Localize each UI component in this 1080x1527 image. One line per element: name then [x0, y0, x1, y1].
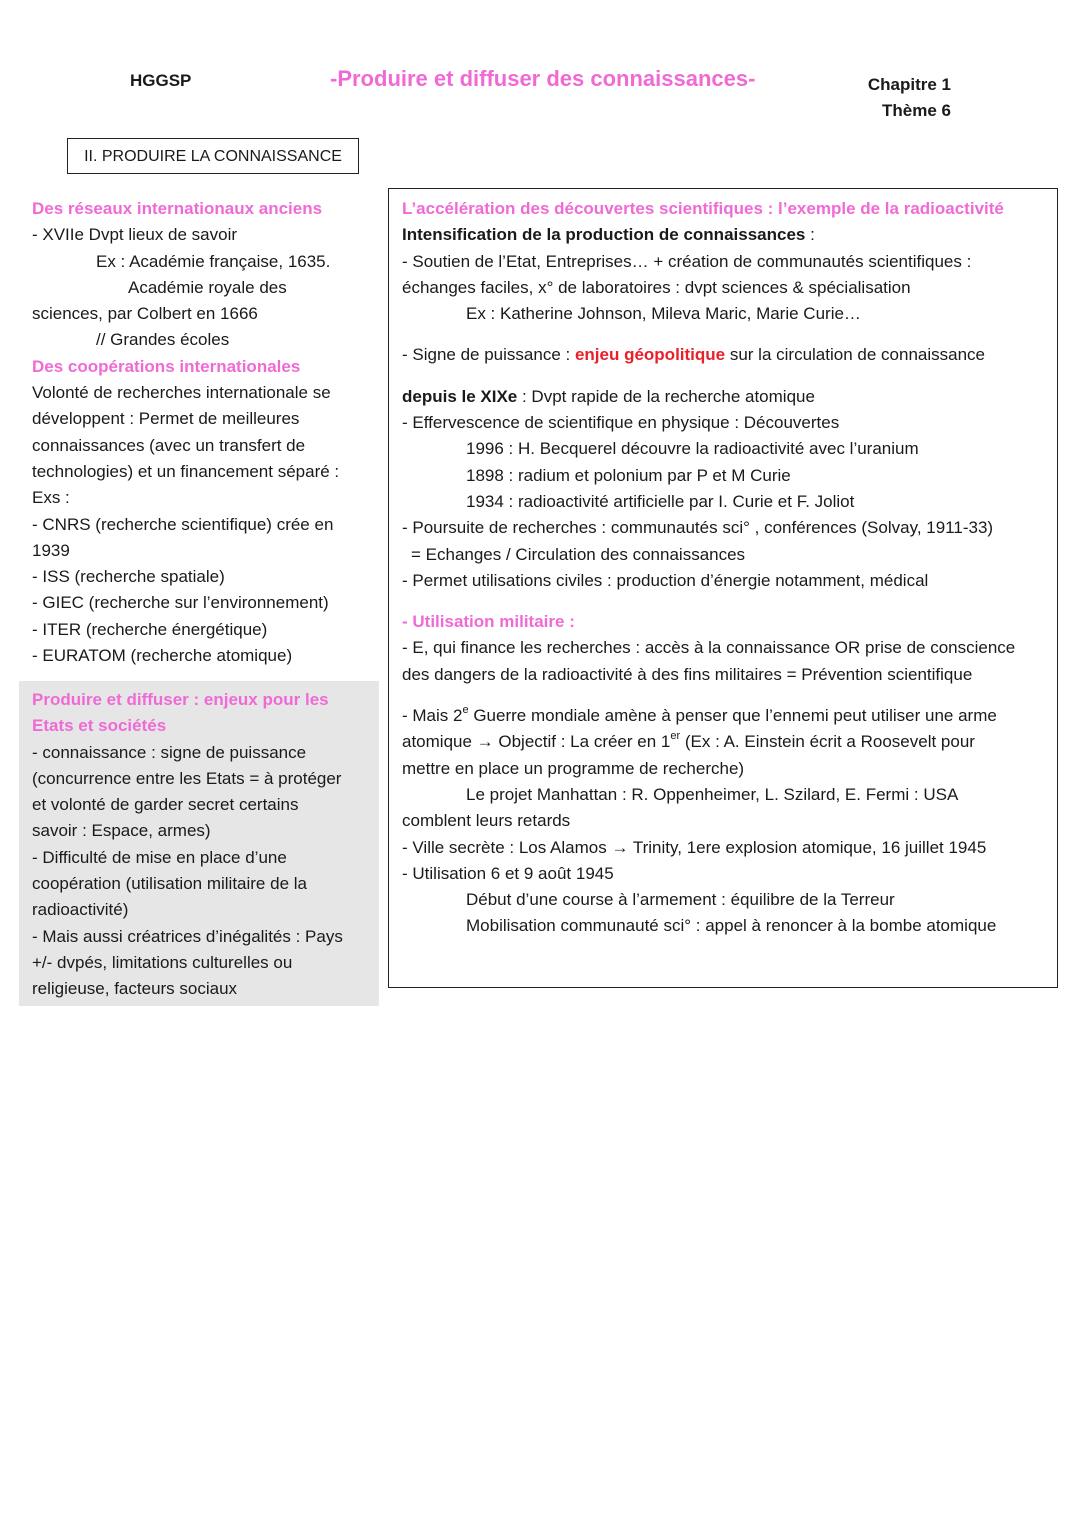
- heading-networks: Des réseaux internationaux anciens: [32, 199, 323, 218]
- text-line: - E, qui finance les recherches : accès à la connaissance OR prise de conscience: [402, 638, 1016, 658]
- text-fragment: (Ex : A. Einstein écrit a Roosevelt pour: [680, 732, 975, 752]
- text-line: 1898 : radium et polonium par P et M Curie: [466, 465, 791, 485]
- text-line: - GIEC (recherche sur l’environnement): [32, 593, 329, 613]
- text-line: - ITER (recherche énergétique): [32, 619, 268, 639]
- text-line: coopération (utilisation militaire de la: [32, 874, 307, 894]
- text-line: Mobilisation communauté sci° : appel à renoncer à la bombe atomique: [466, 916, 997, 936]
- text-line: - ISS (recherche spatiale): [32, 567, 225, 587]
- highlight-term: enjeu géopolitique: [574, 345, 726, 365]
- text-line: [402, 222, 1052, 248]
- text-line: - CNRS (recherche scientifique) crée en: [32, 514, 334, 534]
- text-fragment: Guerre mondiale amène à penser que l’ennemi peut utiliser une arme: [468, 706, 997, 726]
- text-line: mettre en place un programme de recherche): [402, 758, 745, 778]
- text-line: - Mais aussi créatrices d’inégalités : Pays: [32, 926, 343, 946]
- theme-label: Thème 6: [882, 101, 951, 120]
- text-line: et volonté de garder secret certains: [32, 795, 299, 815]
- subject-label: HGGSP: [130, 71, 192, 90]
- text-line: [402, 729, 1052, 755]
- text-line: Académie royale des: [128, 277, 287, 297]
- text-line: = Echanges / Circulation des connaissances: [411, 544, 746, 564]
- text-line: échanges faciles, x° de laboratoires : dvpt sciences & spécialisation: [402, 277, 911, 297]
- text-line: - connaissance : signe de puissance: [32, 742, 307, 762]
- page-title: -Produire et diffuser des connaissances-: [330, 66, 756, 91]
- text-line: connaissances (avec un transfert de: [32, 435, 306, 455]
- text-line: développent : Permet de meilleures: [32, 409, 300, 429]
- bold-term: depuis le XIXe: [402, 386, 518, 406]
- radioactivity-content: [402, 196, 1052, 940]
- text-line: radioactivité): [32, 900, 129, 920]
- text-line: - Permet utilisations civiles : production d’énergie notamment, médical: [402, 570, 929, 590]
- heading-stakes-cont: Etats et sociétés: [32, 716, 167, 736]
- chapter-label: Chapitre 1: [867, 75, 951, 94]
- superscript: er: [670, 730, 681, 743]
- text-line: savoir : Espace, armes): [32, 821, 211, 841]
- text-line: - Effervescence de scientifique en physique : Découvertes: [402, 413, 840, 433]
- text-line: - XVIIe Dvpt lieux de savoir: [32, 225, 238, 245]
- text-line: - Utilisation 6 et 9 août 1945: [402, 863, 614, 883]
- text-line: Volonté de recherches internationale se: [32, 383, 331, 403]
- text-line: [402, 342, 1052, 368]
- text-line: - Difficulté de mise en place d’une: [32, 847, 287, 867]
- text-line: Ex : Académie française, 1635.: [96, 251, 331, 271]
- text-line: 1934 : radioactivité artificielle par I. Curie et F. Joliot: [466, 491, 855, 511]
- text-line: Ex : Katherine Johnson, Mileva Maric, Marie Curie…: [466, 304, 861, 324]
- text-fragment: - Mais 2: [402, 706, 463, 726]
- text-line: 1996 : H. Becquerel découvre la radioactivité avec l’uranium: [466, 439, 919, 459]
- text-line: - EURATOM (recherche atomique): [32, 646, 293, 666]
- text-line: 1939: [32, 540, 70, 560]
- text-line: - Ville secrète : Los Alamos → Trinity, 1ere explosion atomique, 16 juillet 1945: [402, 837, 987, 857]
- text-line: - Poursuite de recherches : communautés sci° , conférences (Solvay, 1911-33): [402, 518, 994, 538]
- heading-stakes: Produire et diffuser : enjeux pour les: [32, 690, 329, 709]
- heading-acceleration: L’accélération des découvertes scientifiques : l’exemple de la radioactivité: [402, 199, 1004, 218]
- text-line: religieuse, facteurs sociaux: [32, 979, 238, 999]
- text-line: technologies) et un financement séparé :: [32, 461, 340, 481]
- heading-military: - Utilisation militaire :: [402, 612, 575, 632]
- text-fragment: :: [805, 225, 815, 245]
- text-line: des dangers de la radioactivité à des fins militaires = Prévention scientifique: [402, 664, 973, 684]
- text-fragment: atomique → Objectif : La créer en 1: [402, 732, 671, 752]
- text-line: [402, 703, 1052, 729]
- highlight-box-content: [32, 687, 372, 1003]
- heading-cooperations: Des coopérations internationales: [32, 356, 301, 376]
- section-title: II. PRODUIRE LA CONNAISSANCE: [67, 138, 359, 174]
- text-line: comblent leurs retards: [402, 811, 571, 831]
- text-line: [402, 384, 1052, 410]
- text-fragment: - Signe de puissance :: [402, 345, 575, 365]
- text-line: - Soutien de l’Etat, Entreprises… + création de communautés scientifiques :: [402, 251, 972, 271]
- text-line: sciences, par Colbert en 1666: [32, 304, 258, 324]
- text-line: // Grandes écoles: [96, 330, 230, 350]
- text-line: Début d’une course à l’armement : équilibre de la Terreur: [466, 890, 895, 910]
- bold-term: Intensification de la production de connaissances: [402, 225, 806, 245]
- text-line: Exs :: [32, 488, 70, 508]
- text-fragment: sur la circulation de connaissance: [725, 345, 985, 365]
- text-line: (concurrence entre les Etats = à protéger: [32, 768, 342, 788]
- text-line: Le projet Manhattan : R. Oppenheimer, L. Szilard, E. Fermi : USA: [466, 784, 959, 804]
- superscript: e: [462, 704, 469, 717]
- chapter-info: [850, 72, 951, 124]
- text-line: +/- dvpés, limitations culturelles ou: [32, 952, 293, 972]
- left-column: [32, 196, 372, 669]
- text-fragment: : Dvpt rapide de la recherche atomique: [517, 386, 815, 406]
